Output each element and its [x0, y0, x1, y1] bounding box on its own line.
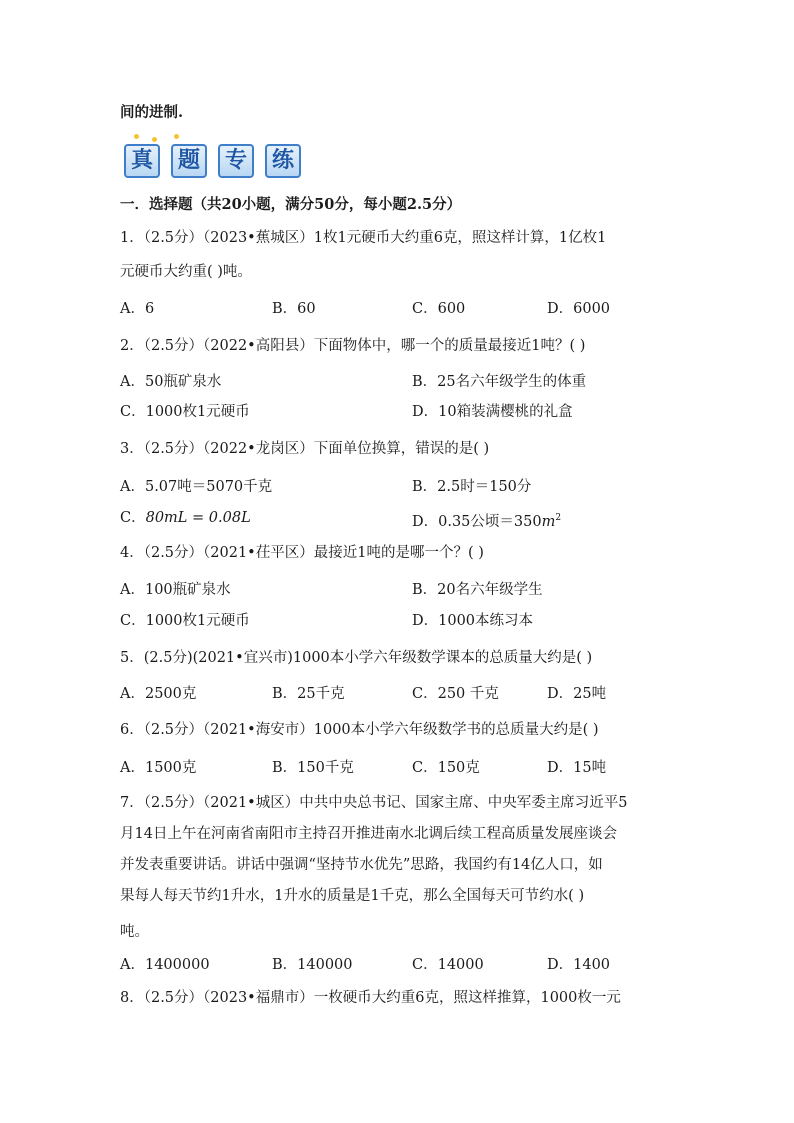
- option-d-label: D．0.35公顷＝350: [412, 513, 542, 530]
- option-c-formula: 80mL = 0.08L: [145, 510, 251, 526]
- question-3-option-a: A．5.07吨＝5070千克: [120, 479, 273, 495]
- question-2-line: 2．（2.5分）（2022•高阳县）下面物体中，哪一个的质量最接近1吨？( ): [120, 338, 586, 354]
- question-7-line: 7．（2.5分）（2021•城区）中共中央总书记、国家主席、中央军委主席习近平5: [120, 795, 628, 811]
- question-7-option-d: D．1400: [547, 957, 611, 973]
- question-3-option-c: [120, 508, 251, 528]
- question-7-line: 并发表重要讲话。讲话中强调“坚持节水优先”思路，我国约有14亿人口，如: [120, 857, 603, 873]
- option-c-label: C．: [120, 510, 146, 526]
- question-3-line: 3．（2.5分）（2022•龙岗区）下面单位换算，错误的是( ): [120, 441, 490, 457]
- question-6-option-d: D．15吨: [547, 760, 607, 776]
- question-7-line: 果每人每天节约1升水，1升水的质量是1千克，那么全国每天可节约水( ): [120, 888, 585, 904]
- section-title: 一．选择题（共20小题，满分50分，每小题2.5分）: [120, 196, 462, 213]
- question-5-option-c: C．250 千克: [412, 686, 499, 702]
- question-8-line: 8．（2.5分）（2023•福鼎市）一枚硬币大约重6克，照这样推算，1000枚一元: [120, 990, 621, 1006]
- question-6-option-a: A．1500克: [120, 760, 197, 776]
- banner-char: 题: [171, 144, 207, 178]
- question-3-option-d: [412, 508, 561, 532]
- question-1-option-d: D．6000: [547, 301, 611, 317]
- question-7-option-a: A．1400000: [120, 957, 210, 973]
- question-4-option-c: C．1000枚1元硬币: [120, 613, 250, 629]
- question-5-option-d: D．25吨: [547, 686, 607, 702]
- question-4-option-a: A．100瓶矿泉水: [120, 582, 231, 598]
- question-2-option-d: D．10箱装满樱桃的礼盒: [412, 404, 573, 420]
- question-4-option-b: B．20名六年级学生: [412, 582, 543, 598]
- question-3-option-b: B．2.5时＝150分: [412, 479, 532, 495]
- question-7-option-b: B．140000: [272, 957, 353, 973]
- question-4-line: 4．（2.5分）（2021•茌平区）最接近1吨的是哪一个？( ): [120, 545, 484, 561]
- question-5-line: 5．(2.5分)(2021•宜兴市)1000本小学六年级数学课本的总质量大约是( ): [120, 650, 593, 666]
- question-7-line: 吨。: [120, 924, 149, 940]
- question-5-option-a: A．2500克: [120, 686, 197, 702]
- question-1-line: 1．（2.5分）（2023•蕉城区）1枚1元硬币大约重6克，照这样计算，1亿枚1: [120, 230, 607, 246]
- banner-char: 真: [124, 144, 160, 178]
- option-d-exponent: 2: [555, 513, 562, 523]
- banner-char: 专: [218, 144, 254, 178]
- question-1-line: 元硬币大约重( )吨。: [120, 264, 252, 280]
- question-7-line: 月14日上午在河南省南阳市主持召开推进南水北调后续工程高质量发展座谈会: [120, 826, 617, 842]
- question-7-option-c: C．14000: [412, 957, 484, 973]
- question-5-option-b: B．25千克: [272, 686, 345, 702]
- banner-dot-icon: [134, 134, 139, 139]
- question-6-option-c: C．150克: [412, 760, 480, 776]
- banner-dot-icon: [174, 134, 179, 139]
- banner-char: 练: [265, 144, 301, 178]
- option-d-unit: m: [541, 513, 556, 530]
- question-1-option-b: B．60: [272, 301, 316, 317]
- question-4-option-d: D．1000本练习本: [412, 613, 534, 629]
- question-6-option-b: B．150千克: [272, 760, 354, 776]
- question-6-line: 6．（2.5分）（2021•海安市）1000本小学六年级数学书的总质量大约是( ): [120, 722, 599, 738]
- question-2-option-b: B．25名六年级学生的体重: [412, 374, 587, 390]
- banner-dot-icon: [152, 137, 157, 142]
- question-1-option-a: A．6: [120, 301, 155, 317]
- section-banner: [122, 134, 310, 182]
- question-1-option-c: C．600: [412, 301, 466, 317]
- intro-tail-text: 间的进制.: [120, 104, 184, 121]
- question-2-option-a: A．50瓶矿泉水: [120, 374, 222, 390]
- question-2-option-c: C．1000枚1元硬币: [120, 404, 250, 420]
